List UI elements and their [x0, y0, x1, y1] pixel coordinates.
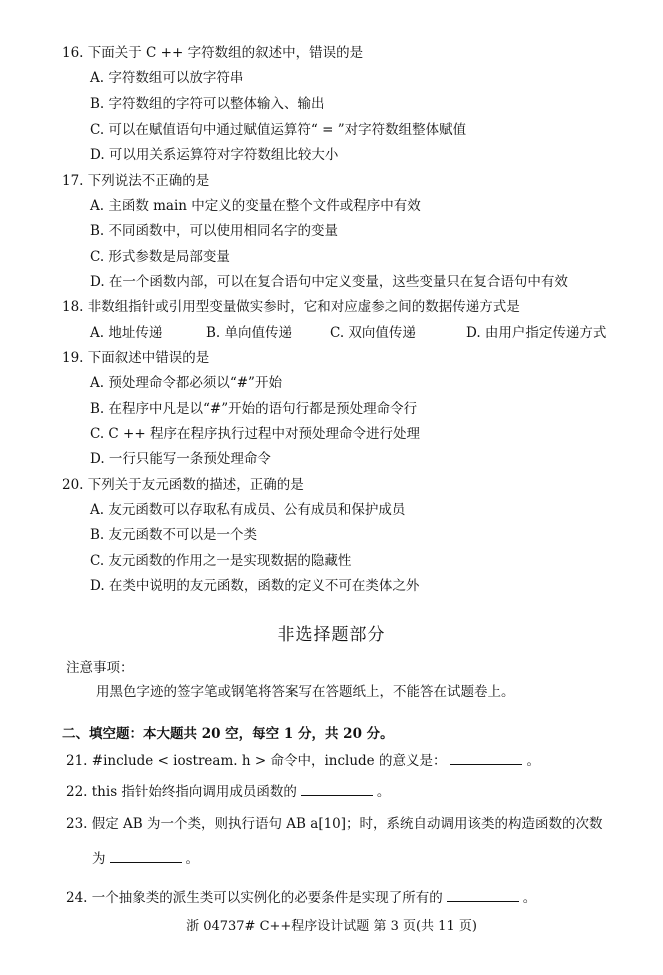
question-16-option-b: B. 字符数组的字符可以整体输入、输出: [90, 96, 325, 112]
question-24-text: 24. 一个抽象类的派生类可以实例化的必要条件是实现了所有的: [66, 890, 443, 906]
question-16-option-d: D. 可以用关系运算符对字符数组比较大小: [90, 147, 339, 163]
answer-blank: [110, 850, 182, 863]
question-23-cont: 为: [92, 851, 106, 867]
question-20-stem: 20. 下列关于友元函数的描述，正确的是: [62, 477, 304, 493]
section-title: 非选择题部分: [277, 625, 386, 645]
question-23-text: 23. 假定 AB 为一个类，则执行语句 AB a[10]；时，系统自动调用该类的构造函数的次数: [66, 816, 603, 832]
notice-text: 用黑色字迹的签字笔或钢笔将答案写在答题纸上，不能答在试题卷上。: [96, 684, 515, 700]
question-19-option-a: A. 预处理命令都必须以“#”开始: [90, 375, 282, 391]
question-22: [66, 783, 390, 801]
question-21-text: 21. #include < iostream. h > 命令中，include 的意义是：: [66, 753, 447, 769]
question-22-text: 22. this 指针始终指向调用成员函数的: [66, 784, 297, 800]
question-24: [66, 889, 536, 907]
question-19-option-d: D. 一行只能写一条预处理命令: [90, 451, 271, 467]
question-19-option-c: C. C ++ 程序在程序执行过程中对预处理命令进行处理: [90, 426, 420, 442]
question-16-option-c: C. 可以在赋值语句中通过赋值运算符“ = ”对字符数组整体赋值: [90, 122, 467, 138]
question-21: [66, 752, 540, 770]
question-17-option-c: C. 形式参数是局部变量: [90, 249, 230, 265]
question-18-option-d: D. 由用户指定传递方式: [466, 325, 607, 341]
question-18-option-c: C. 双向值传递: [330, 325, 416, 341]
question-22-end: 。: [376, 784, 391, 800]
question-16-stem: 16. 下面关于 C ++ 字符数组的叙述中，错误的是: [62, 45, 364, 61]
question-17-option-a: A. 主函数 main 中定义的变量在整个文件或程序中有效: [90, 198, 421, 214]
question-20-option-d: D. 在类中说明的友元函数，函数的定义不可在类体之外: [90, 578, 420, 594]
question-20-option-a: A. 友元函数可以存取私有成员、公有成员和保护成员: [90, 502, 406, 518]
answer-blank: [450, 752, 522, 765]
question-18-stem: 18. 非数组指针或引用型变量做实参时，它和对应虚参之间的数据传递方式是: [62, 299, 520, 315]
question-16-option-a: A. 字符数组可以放字符串: [90, 70, 244, 86]
question-18-option-b: B. 单向值传递: [206, 325, 293, 341]
question-17-option-d: D. 在一个函数内部，可以在复合语句中定义变量，这些变量只在复合语句中有效: [90, 274, 568, 290]
question-21-end: 。: [526, 753, 540, 769]
question-18-option-a: A. 地址传递: [90, 325, 163, 341]
notice-label: 注意事项：: [66, 660, 134, 676]
question-19-option-b: B. 在程序中凡是以“#”开始的语句行都是预处理命令行: [90, 401, 418, 417]
answer-blank: [447, 889, 519, 902]
fill-in-section-header: 二、填空题：本大题共 20 空，每空 1 分，共 20 分。: [62, 726, 394, 742]
page-footer: 浙 04737# C++程序设计试题 第 3 页(共 11 页): [186, 919, 477, 934]
question-24-end: 。: [522, 890, 537, 906]
question-20-option-b: B. 友元函数不可以是一个类: [90, 527, 258, 543]
question-23-end: 。: [185, 851, 199, 867]
answer-blank: [301, 783, 373, 796]
question-17-stem: 17. 下列说法不正确的是: [62, 173, 210, 189]
question-19-stem: 19. 下面叙述中错误的是: [62, 350, 210, 366]
question-17-option-b: B. 不同函数中，可以使用相同名字的变量: [90, 223, 339, 239]
question-20-option-c: C. 友元函数的作用之一是实现数据的隐藏性: [90, 553, 352, 569]
question-23-continuation: [92, 850, 199, 868]
